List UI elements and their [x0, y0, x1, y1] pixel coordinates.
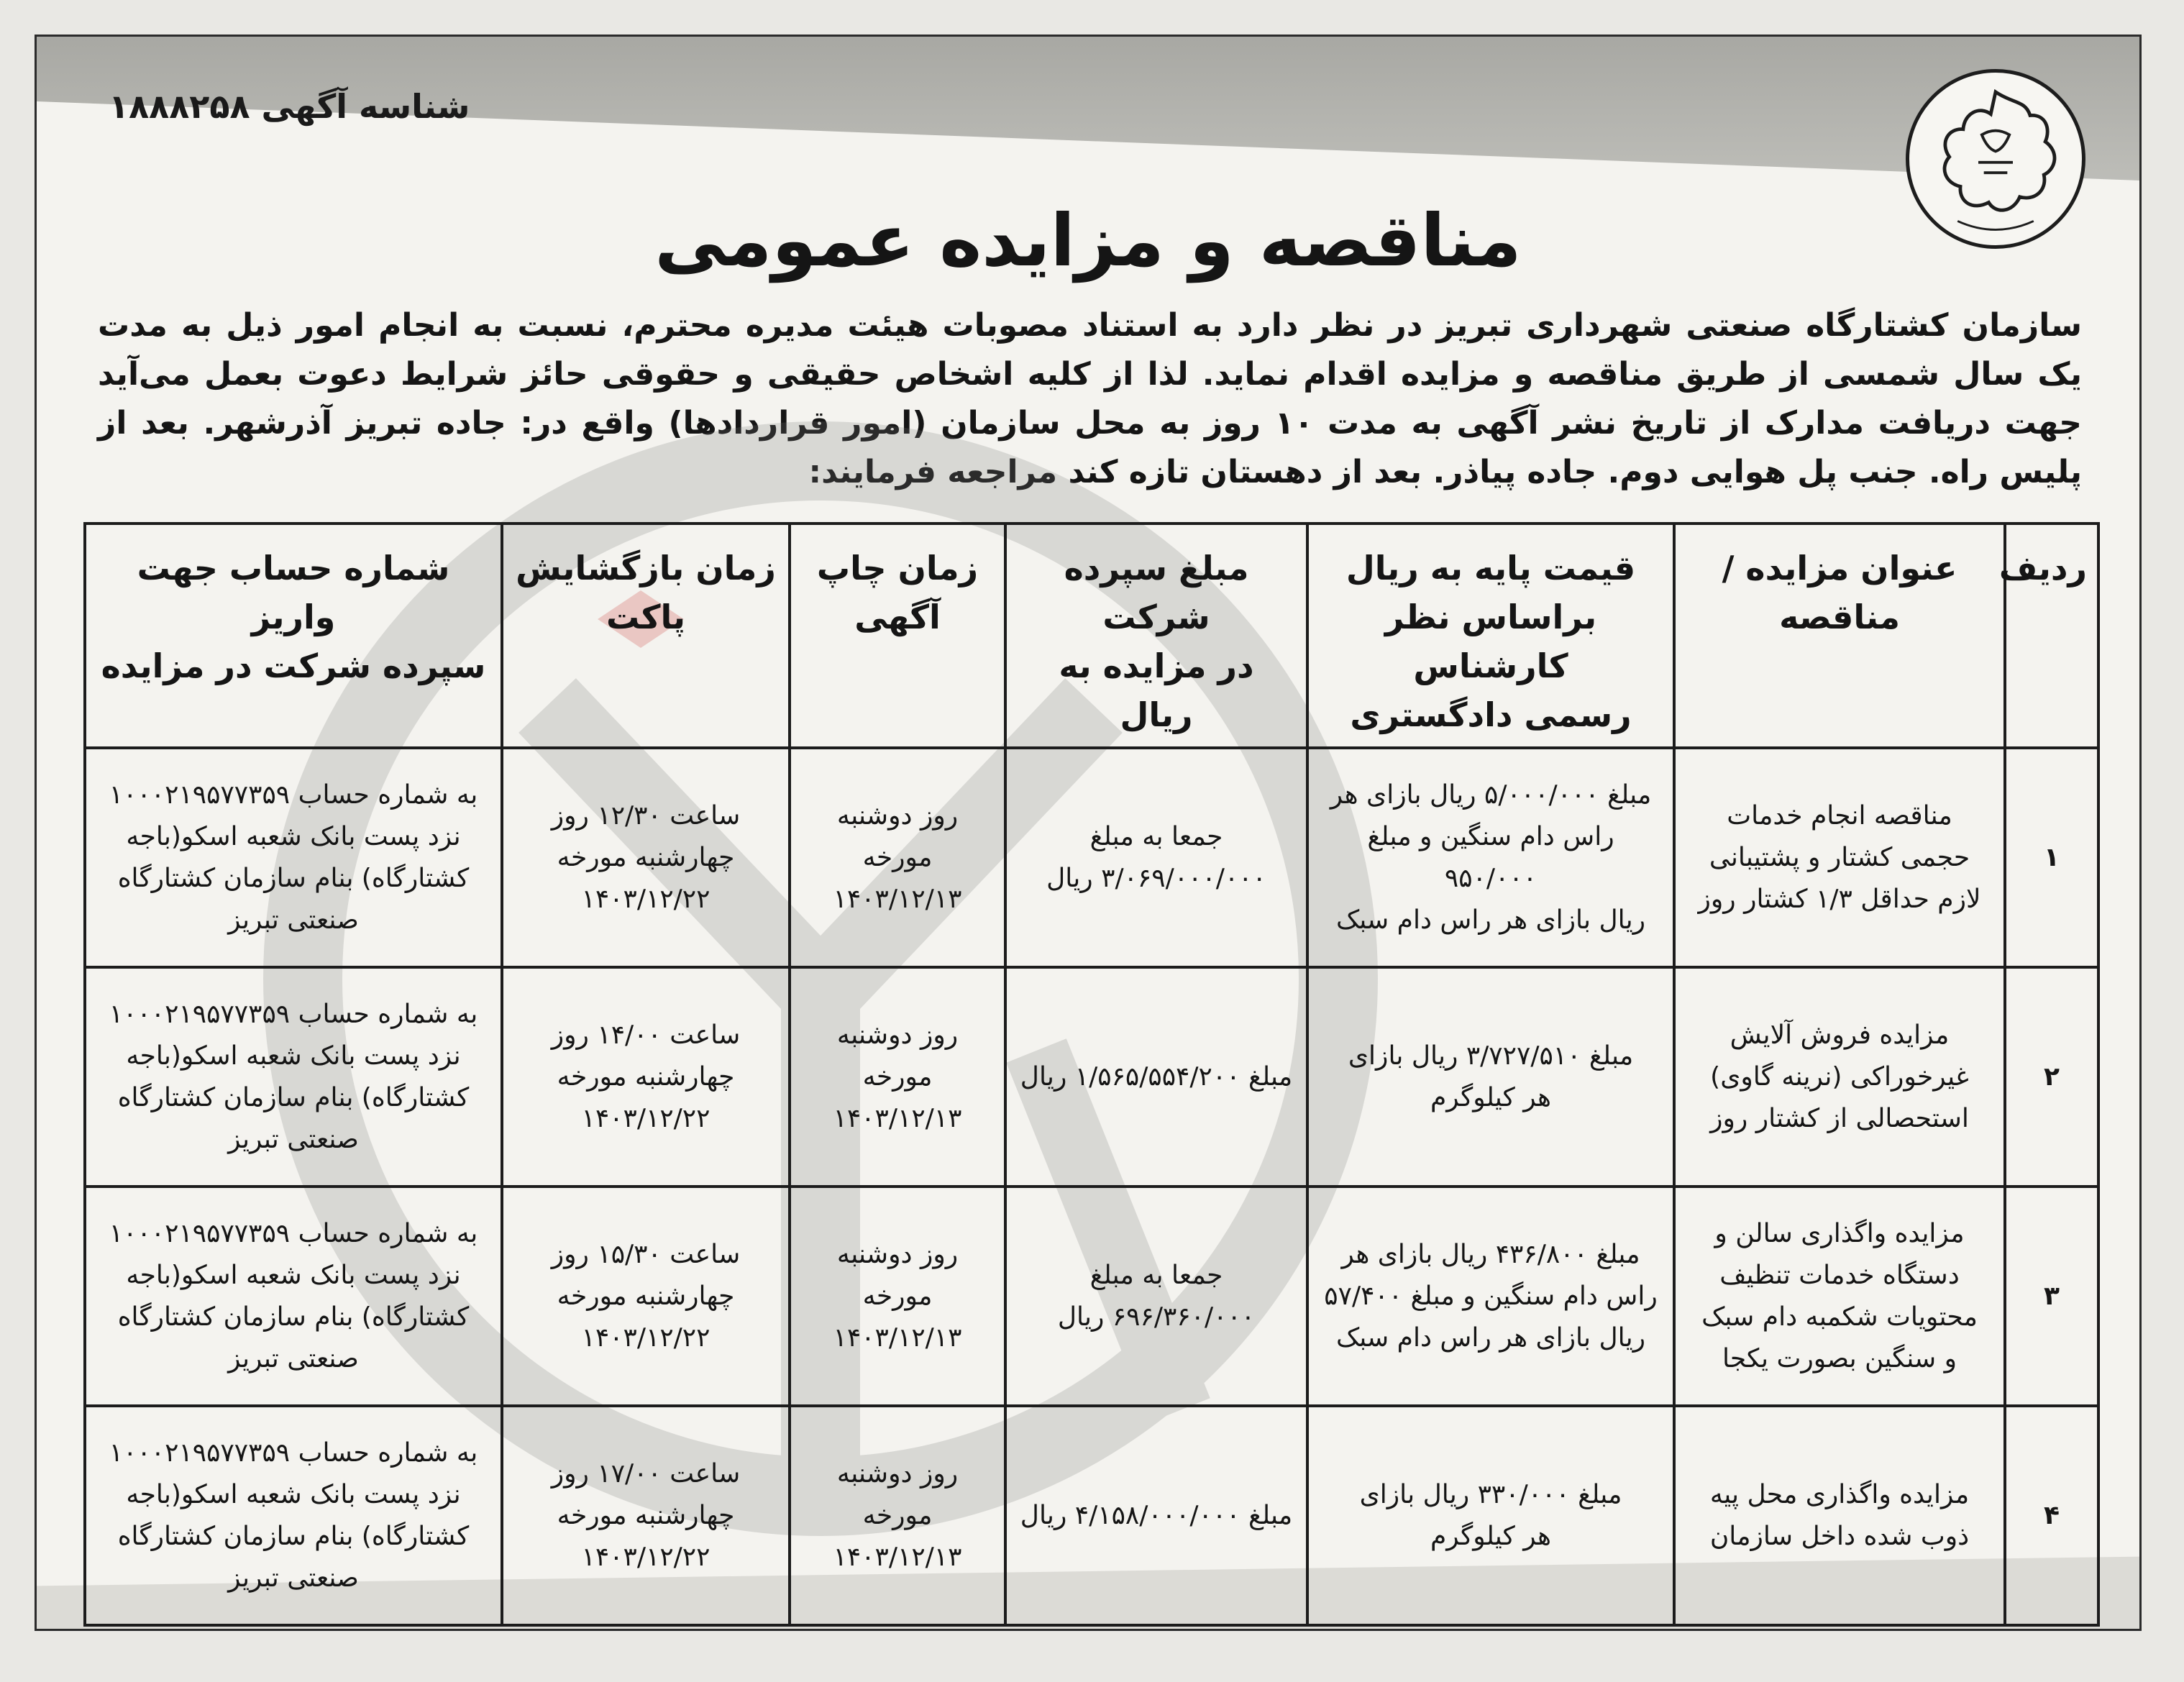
- row-account: به شماره حساب ۱۰۰۰۲۱۹۵۷۷۳۵۹ نزد پست بانک شعبه اسکو(باجه کشتارگاه) بنام سازمان کشتارگاه صنعتی تبریز: [85, 748, 502, 967]
- header-account: شماره حساب جهت واریز سپرده شرکت در مزایده: [85, 524, 502, 748]
- row-title: مزایده واگذاری محل پیه ذوب شده داخل سازمان: [1674, 1406, 2005, 1625]
- header-base-price: قیمت پایه به ریال براساس نظر کارشناس رسمی دادگستری: [1307, 524, 1674, 748]
- row-print-date: روز دوشنبه مورخه ۱۴۰۳/۱۲/۱۳: [790, 967, 1005, 1187]
- header-row-number: ردیف: [2005, 524, 2098, 748]
- header-print-date: زمان چاپ آگهی: [790, 524, 1005, 748]
- row-opening-time: ساعت ۱۷/۰۰ روز چهارشنبه مورخه ۱۴۰۳/۱۲/۲۲: [502, 1406, 790, 1625]
- row-base-price: مبلغ ۵/۰۰۰/۰۰۰ ریال بازای هر راس دام سنگین و مبلغ ۹۵۰/۰۰۰ ریال بازای هر راس دام سبک: [1307, 748, 1674, 967]
- row-account: به شماره حساب ۱۰۰۰۲۱۹۵۷۷۳۵۹ نزد پست بانک شعبه اسکو(باجه کشتارگاه) بنام سازمان کشتارگاه صنعتی تبریز: [85, 1406, 502, 1625]
- row-print-date: روز دوشنبه مورخه ۱۴۰۳/۱۲/۱۳: [790, 1406, 1005, 1625]
- tender-table: [83, 522, 2100, 1627]
- row-opening-time: ساعت ۱۵/۳۰ روز چهارشنبه مورخه ۱۴۰۳/۱۲/۲۲: [502, 1187, 790, 1406]
- table-header-row: [85, 524, 2098, 748]
- row-deposit: جمعا به مبلغ ۳/۰۶۹/۰۰۰/۰۰۰ ریال: [1005, 748, 1307, 967]
- table-row: [85, 1187, 2098, 1406]
- row-number: ۴: [2005, 1406, 2098, 1625]
- table-row: [85, 967, 2098, 1187]
- row-account: به شماره حساب ۱۰۰۰۲۱۹۵۷۷۳۵۹ نزد پست بانک شعبه اسکو(باجه کشتارگاه) بنام سازمان کشتارگاه صنعتی تبریز: [85, 967, 502, 1187]
- header-title: عنوان مزایده / مناقصه: [1674, 524, 2005, 748]
- row-base-price: مبلغ ۳/۷۲۷/۵۱۰ ریال بازای هر کیلوگرم: [1307, 967, 1674, 1187]
- newspaper-ad: [35, 35, 2142, 1631]
- row-number: ۱: [2005, 748, 2098, 967]
- intro-paragraph: سازمان کشتارگاه صنعتی شهرداری تبریز در نظر دارد به استناد مصوبات هیئت مدیره محترم، نسبت به انجام امور ذیل به مدت یک سال شمسی از طریق مناقصه و مزایده اقدام نماید. لذا از کلیه اشخاص حقیقی و حقوقی حائز شرایط دعوت بعمل می‌آید جهت دریافت مدارک از تاریخ نشر آگهی به مدت ۱۰ روز به محل سازمان (امور قراردادها) واقع در: جاده تبریز آذرشهر. بعد از پلیس راه. جنب پل هوایی دوم. جاده پیاذر. بعد از دهستان تازه کند مراجعه فرمایند:: [98, 307, 2082, 490]
- row-title: مزایده فروش آلایش غیرخوراکی (نرینه گاوی) استحصالی از کشتار روز: [1674, 967, 2005, 1187]
- row-title: مناقصه انجام خدمات حجمی کشتار و پشتیبانی لازم حداقل ۱/۳ کشتار روز: [1674, 748, 2005, 967]
- row-account: به شماره حساب ۱۰۰۰۲۱۹۵۷۷۳۵۹ نزد پست بانک شعبه اسکو(باجه کشتارگاه) بنام سازمان کشتارگاه صنعتی تبریز: [85, 1187, 502, 1406]
- row-deposit: مبلغ ۱/۵۶۵/۵۵۴/۲۰۰ ریال: [1005, 967, 1307, 1187]
- page-title: مناقصه و مزایده عمومی: [654, 198, 1522, 283]
- row-print-date: روز دوشنبه مورخه ۱۴۰۳/۱۲/۱۳: [790, 748, 1005, 967]
- header-deposit: مبلغ سپرده شرکت در مزایده به ریال: [1005, 524, 1307, 748]
- row-base-price: مبلغ ۴۳۶/۸۰۰ ریال بازای هر راس دام سنگین و مبلغ ۵۷/۴۰۰ ریال بازای هر راس دام سبک: [1307, 1187, 1674, 1406]
- row-print-date: روز دوشنبه مورخه ۱۴۰۳/۱۲/۱۳: [790, 1187, 1005, 1406]
- row-deposit: جمعا به مبلغ ۶۹۶/۳۶۰/۰۰۰ ریال: [1005, 1187, 1307, 1406]
- row-base-price: مبلغ ۳۳۰/۰۰۰ ریال بازای هر کیلوگرم: [1307, 1406, 1674, 1625]
- table-row: [85, 748, 2098, 967]
- header-opening-time: زمان بازگشایش پاکت: [502, 524, 790, 748]
- row-number: ۲: [2005, 967, 2098, 1187]
- table-row: [85, 1406, 2098, 1625]
- row-number: ۳: [2005, 1187, 2098, 1406]
- row-opening-time: ساعت ۱۲/۳۰ روز چهارشنبه مورخه ۱۴۰۳/۱۲/۲۲: [502, 748, 790, 967]
- row-title: مزایده واگذاری سالن و دستگاه خدمات تنظیف محتویات شکمبه دام سبک و سنگین بصورت یکجا: [1674, 1187, 2005, 1406]
- row-opening-time: ساعت ۱۴/۰۰ روز چهارشنبه مورخه ۱۴۰۳/۱۲/۲۲: [502, 967, 790, 1187]
- row-deposit: مبلغ ۴/۱۵۸/۰۰۰/۰۰۰ ریال: [1005, 1406, 1307, 1625]
- ad-id: شناسه آگهی ۱۸۸۸۲۵۸: [109, 87, 470, 126]
